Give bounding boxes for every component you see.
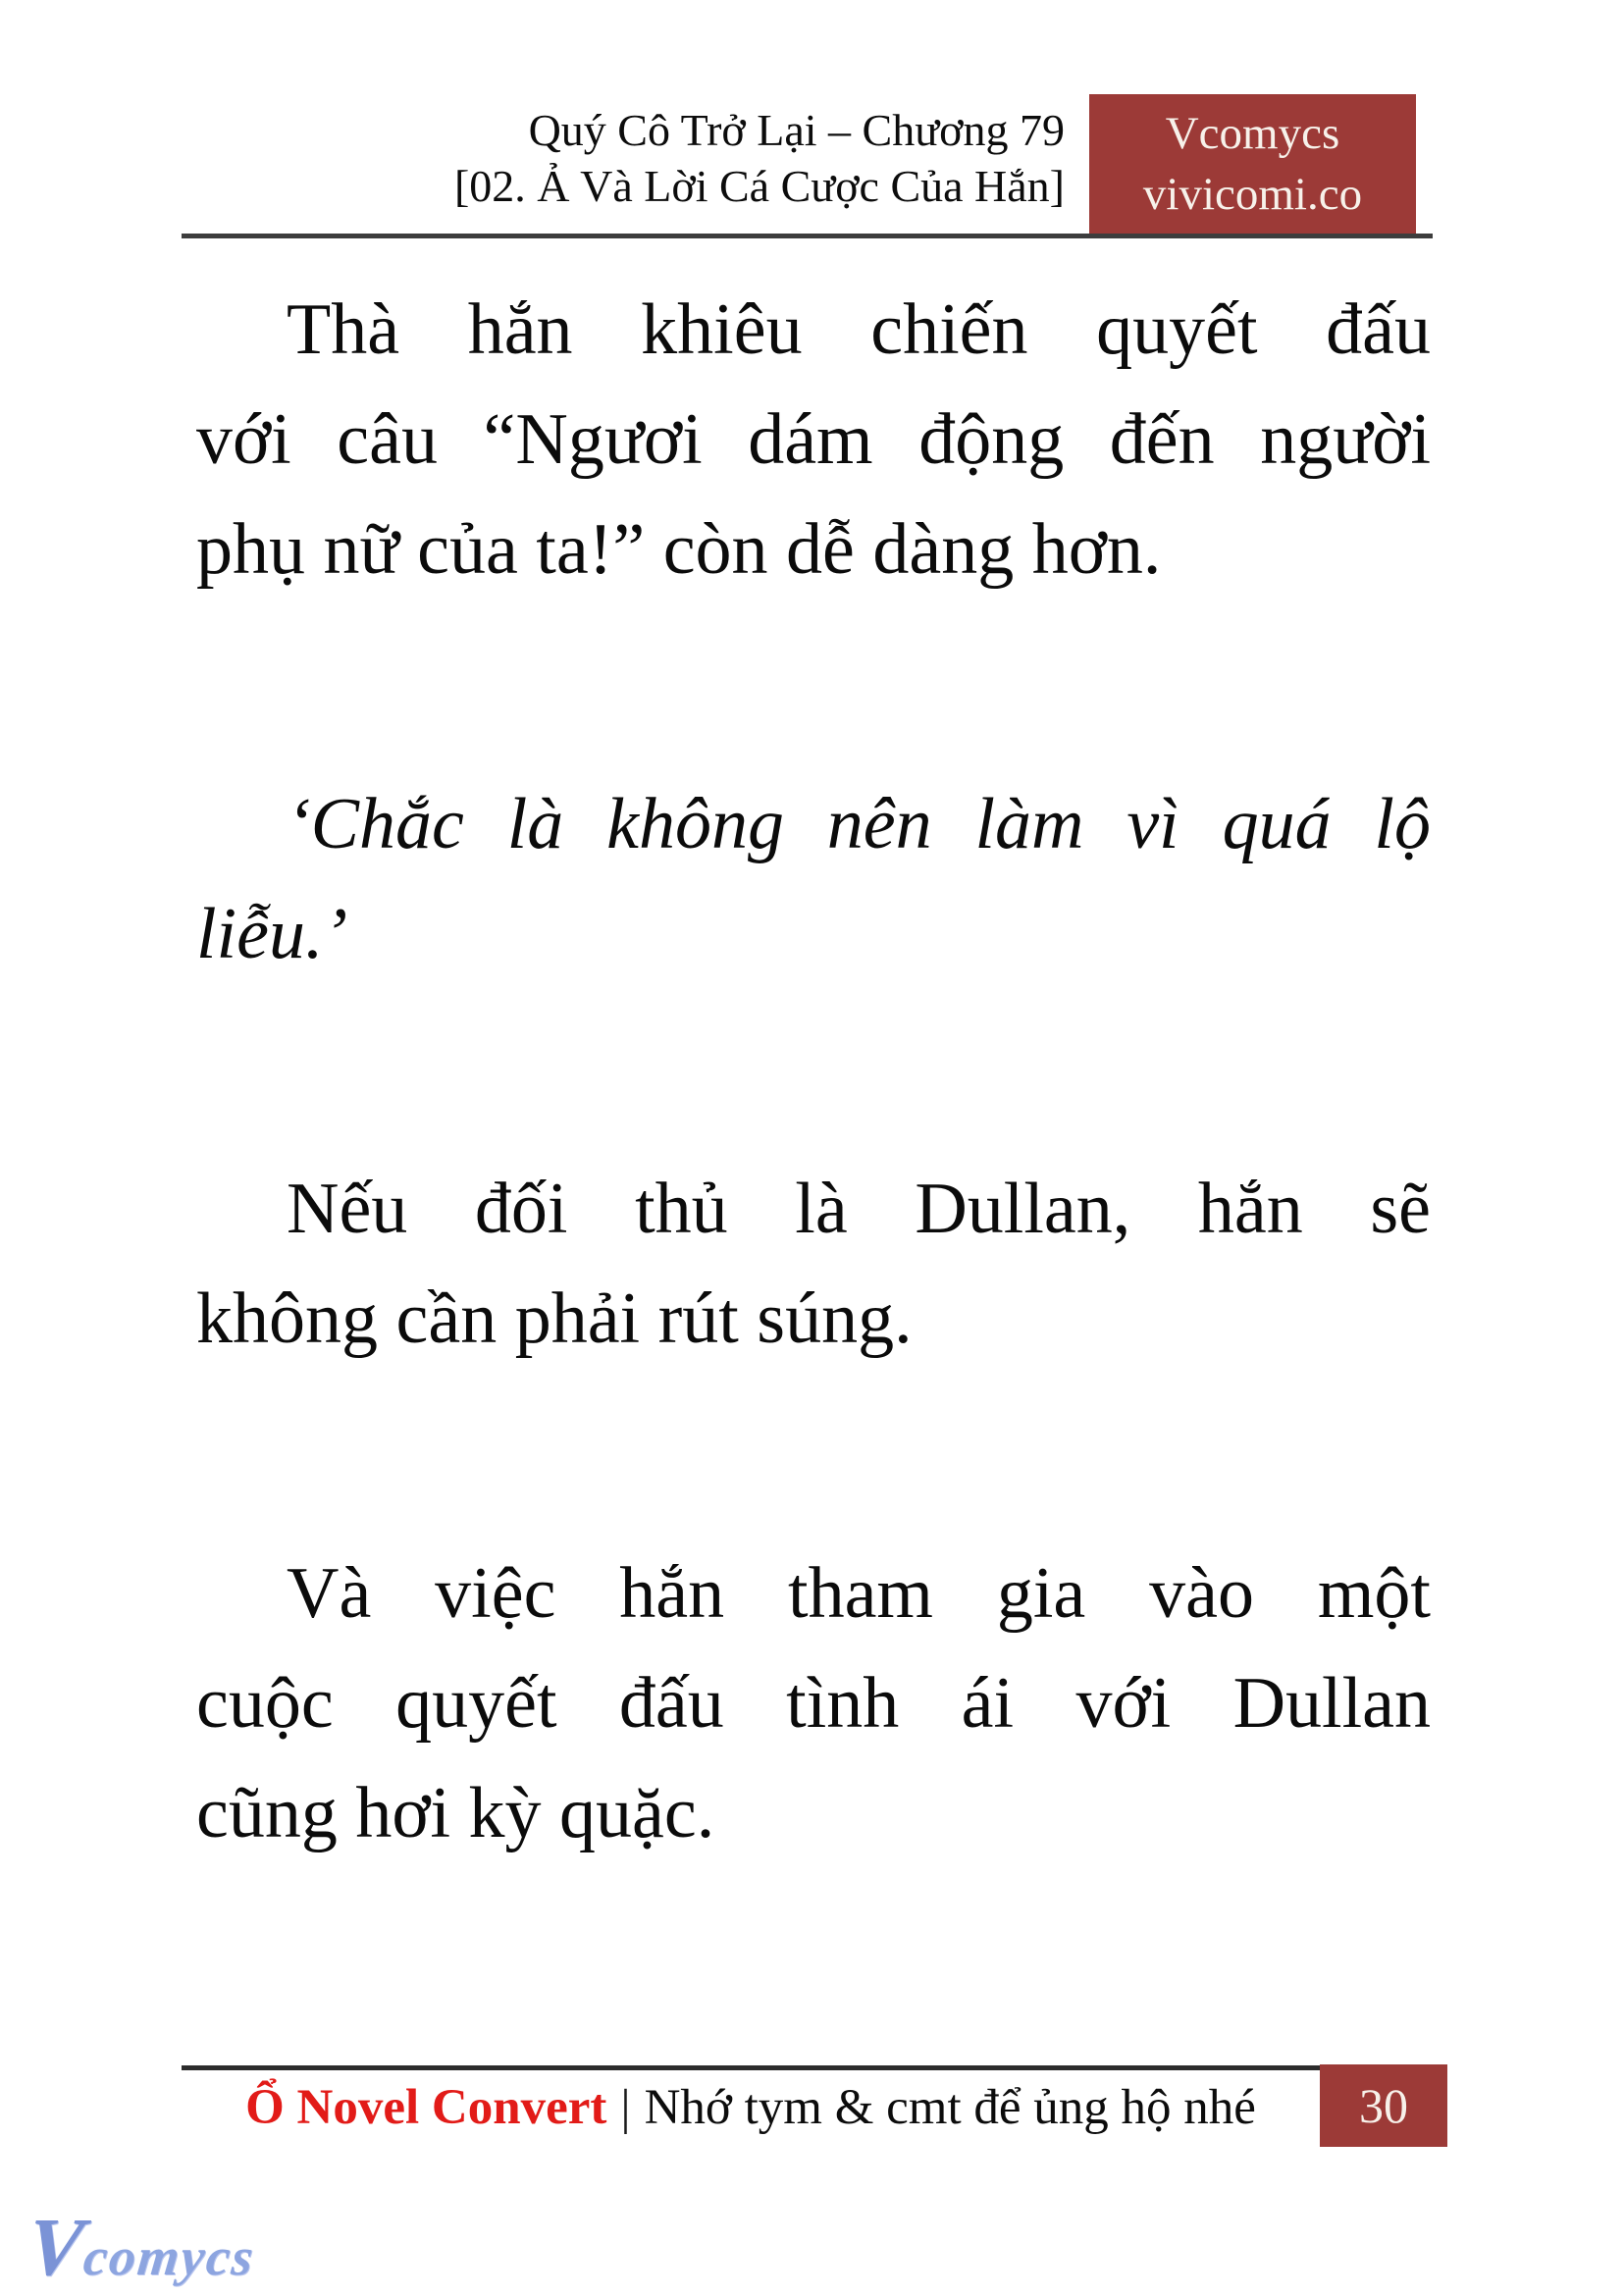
paragraph — [196, 1154, 1431, 1374]
story-text — [196, 275, 1431, 1868]
paragraph — [196, 769, 1431, 989]
page-number-badge — [1320, 2064, 1447, 2147]
site-badge — [1089, 94, 1416, 237]
header-divider — [182, 234, 1433, 238]
footer-brand: Ổ Novel Convert — [245, 2080, 607, 2135]
paragraph-line: Nếu đối thủ là Dullan, hắn sẽ — [287, 1169, 1431, 1249]
paragraph-line: Và việc hắn tham gia vào một — [287, 1553, 1431, 1634]
page-number: 30 — [1359, 2078, 1408, 2133]
paragraph-line: Thà hắn khiêu chiến quyết đấu — [287, 289, 1431, 370]
paragraph-line: ‘Chắc là không nên làm vì quá lộ — [287, 784, 1431, 864]
paragraph-line: với câu “Ngươi dám động đến người — [196, 399, 1431, 480]
chapter-header — [454, 102, 1065, 214]
footer-credit — [182, 2077, 1320, 2138]
chapter-title: Quý Cô Trở Lại – Chương 79 — [528, 105, 1065, 155]
chapter-subtitle: [02. Ả Và Lời Cá Cược Của Hắn] — [453, 161, 1065, 211]
paragraph-line: phụ nữ của ta!” còn dễ dàng hơn. — [196, 509, 1162, 590]
paragraph — [196, 1539, 1431, 1868]
footer-message: Nhớ tym & cmt để ủng hộ nhé — [644, 2080, 1256, 2135]
footer-separator: | — [620, 2080, 631, 2135]
site-badge-url: vivicomi.co — [1142, 169, 1363, 220]
paragraph-line: cũng hơi kỳ quặc. — [196, 1773, 715, 1853]
paragraph-line: không cần phải rút súng. — [196, 1278, 913, 1359]
footer-divider — [182, 2065, 1320, 2070]
paragraph — [196, 275, 1431, 604]
paragraph-line: cuộc quyết đấu tình ái với Dullan — [196, 1663, 1431, 1744]
paragraph-line: liễu.’ — [196, 894, 348, 974]
site-badge-name: Vcomycs — [1165, 108, 1340, 159]
vcomycs-watermark-logo: Vcomycs — [23, 2202, 258, 2293]
